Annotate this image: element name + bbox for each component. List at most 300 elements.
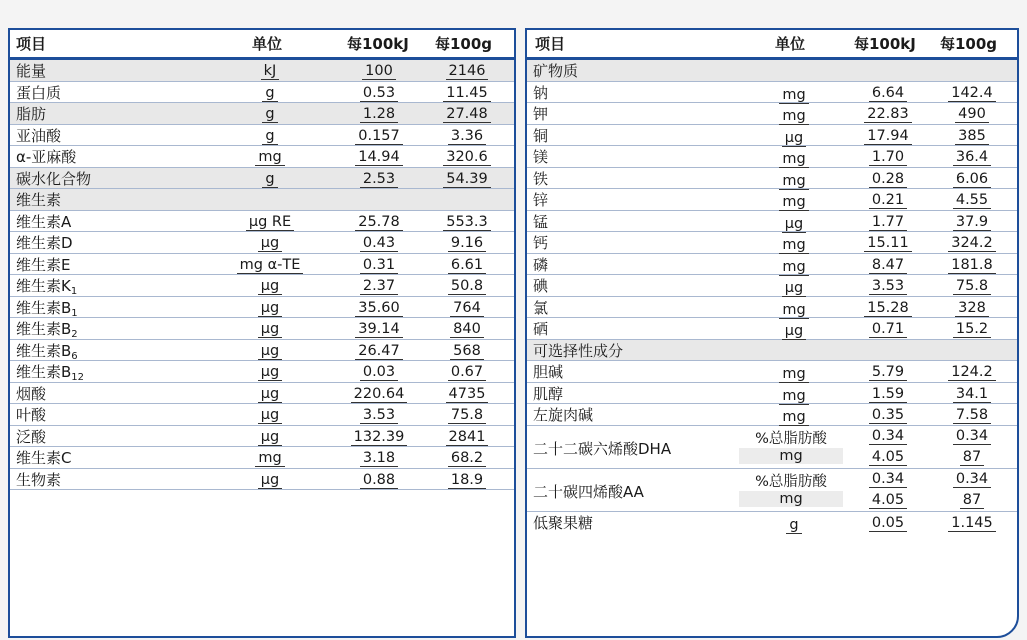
- unit-value: mg: [779, 259, 808, 276]
- unit-cell: [235, 449, 305, 467]
- per100kj-cell: [852, 363, 924, 381]
- header-per100g: 每100g: [940, 35, 998, 53]
- table-row: [527, 383, 1017, 405]
- nutrient-name: 叶酸: [16, 406, 47, 424]
- per100g-cell: [935, 191, 1009, 209]
- section-row: [527, 340, 1017, 362]
- nutrient-name: 维生素A: [16, 212, 72, 231]
- table-row: [10, 318, 514, 340]
- per100g-cell: [430, 363, 504, 381]
- per100g-value: 328: [955, 300, 989, 317]
- per100kj-cell: [852, 427, 924, 445]
- unit-cell: [235, 213, 305, 231]
- per100kj-cell: [852, 277, 924, 295]
- per100g-cell: [935, 320, 1009, 338]
- per100g-cell: [935, 277, 1009, 295]
- unit-value: mg: [779, 366, 808, 383]
- section-row: [527, 60, 1017, 82]
- per100kj-value: 0.71: [869, 321, 907, 338]
- unit-cell: [759, 172, 829, 190]
- per100kj-value: 0.21: [869, 192, 907, 209]
- per100g-cell: [935, 514, 1009, 532]
- per100kj-cell: [852, 127, 924, 145]
- per100kj-cell: [852, 213, 924, 231]
- per100g-value: 34.1: [953, 386, 991, 403]
- nutrient-name: 维生素B: [16, 363, 72, 381]
- table-row: [10, 275, 514, 297]
- table-row: [527, 232, 1017, 254]
- table-row: [10, 340, 514, 362]
- per100kj-value: 22.83: [864, 106, 912, 123]
- unit-cell: [759, 86, 829, 104]
- unit-value: g: [786, 517, 801, 534]
- per100g-cell: [430, 170, 504, 188]
- unit-cell: [759, 193, 829, 211]
- unit-cell: [759, 408, 829, 426]
- nutrient-name: 维生素B: [16, 341, 72, 360]
- unit-value: g: [262, 128, 277, 145]
- per100kj-cell: [344, 148, 414, 166]
- unit-value: μg: [258, 407, 282, 424]
- per100kj-value: 17.94: [864, 128, 912, 145]
- nutrient-name: 锌: [533, 191, 549, 209]
- table-row: [527, 254, 1017, 276]
- table-header: [10, 30, 514, 60]
- per100kj-value: 4.05: [869, 492, 907, 509]
- unit-cell: [235, 105, 305, 123]
- per100kj-value: 0.35: [869, 407, 907, 424]
- per100g-cell: [430, 148, 504, 166]
- unit-value: mg: [779, 237, 808, 254]
- per100g-cell: [430, 234, 504, 252]
- per100kj-value: 8.47: [869, 257, 907, 274]
- per100kj-value: 0.31: [360, 257, 398, 274]
- per100kj-cell: [852, 84, 924, 102]
- table-row: [527, 404, 1017, 426]
- per100g-value: 142.4: [948, 85, 996, 102]
- per100g-value: 840: [450, 321, 484, 338]
- per100kj-value: 2.53: [360, 171, 398, 188]
- nutrient-name: 碘: [533, 277, 549, 295]
- per100kj-cell: [344, 471, 414, 489]
- per100g-value: 4.55: [953, 192, 991, 209]
- per100g-value: 0.67: [448, 364, 486, 381]
- unit-value: μg: [258, 235, 282, 252]
- table-row: [10, 297, 514, 319]
- nutrient-name: 维生素D: [16, 234, 73, 252]
- per100g-value: 75.8: [448, 407, 486, 424]
- unit-value: μg: [258, 429, 282, 446]
- nutrient-name: 磷: [533, 255, 549, 274]
- per100kj-value: 39.14: [355, 321, 403, 338]
- unit-cell: [759, 150, 829, 168]
- per100kj-cell: [344, 428, 414, 446]
- nutrient-name: 氯: [533, 298, 549, 317]
- table-row: [10, 60, 514, 82]
- per100g-value: 54.39: [443, 171, 491, 188]
- per100g-value: 18.9: [448, 472, 486, 489]
- per100kj-value: 220.64: [351, 386, 408, 403]
- per100g-cell: [935, 213, 1009, 231]
- per100g-value: 324.2: [948, 235, 996, 252]
- per100g-value: 385: [955, 128, 989, 145]
- unit-value: mg: [779, 173, 808, 190]
- per100kj-cell: [344, 342, 414, 360]
- unit-value: kJ: [261, 63, 280, 80]
- table-row: [527, 146, 1017, 168]
- per100kj-cell: [344, 363, 414, 381]
- unit-cell: mg: [739, 448, 843, 464]
- table-row: [527, 512, 1017, 534]
- per100g-cell: [430, 62, 504, 80]
- nutrient-name: 肌醇: [533, 384, 564, 403]
- unit-cell: [759, 215, 829, 233]
- per100kj-cell: [344, 449, 414, 467]
- per100kj-cell: [852, 256, 924, 274]
- per100kj-cell: [852, 385, 924, 403]
- unit-value: mg: [779, 108, 808, 125]
- per100kj-cell: [852, 105, 924, 123]
- per100g-cell: [935, 170, 1009, 188]
- per100g-cell: [935, 84, 1009, 102]
- unit-cell: [759, 279, 829, 297]
- per100g-value: 75.8: [953, 278, 991, 295]
- table-row: [10, 103, 514, 125]
- per100g-value: 7.58: [953, 407, 991, 424]
- header-per100g: 每100g: [435, 35, 493, 53]
- right-table-body: [527, 60, 1017, 533]
- per100kj-cell: [852, 514, 924, 532]
- per100kj-value: 1.77: [869, 214, 907, 231]
- table-row: [10, 426, 514, 448]
- table-row: [10, 254, 514, 276]
- per100kj-value: 5.79: [869, 364, 907, 381]
- per100kj-value: 1.59: [869, 386, 907, 403]
- per100kj-cell: [344, 170, 414, 188]
- per100g-cell: [430, 406, 504, 424]
- header-unit: 单位: [252, 35, 283, 53]
- unit-value: μg: [782, 130, 806, 147]
- per100kj-value: 0.53: [360, 85, 398, 102]
- per100kj-cell: [344, 84, 414, 102]
- unit-value: μg: [782, 323, 806, 340]
- per100kj-value: 15.28: [864, 300, 912, 317]
- unit-cell: [235, 148, 305, 166]
- per100g-cell: [430, 84, 504, 102]
- header-per100kj: 每100kJ: [347, 35, 409, 53]
- per100kj-cell: [852, 170, 924, 188]
- per100g-cell: [430, 127, 504, 145]
- nutrient-name: 维生素B: [16, 320, 72, 338]
- left-table-body: [10, 60, 514, 490]
- per100g-cell: [935, 427, 1009, 445]
- nutrient-subscript: 2: [71, 329, 78, 340]
- nutrient-name: 蛋白质: [16, 83, 62, 102]
- per100g-cell: [935, 127, 1009, 145]
- per100kj-value: 0.88: [360, 472, 398, 489]
- nutrient-name: 能量: [16, 62, 47, 80]
- per100g-value: 27.48: [443, 106, 491, 123]
- per100g-value: 6.06: [953, 171, 991, 188]
- unit-cell: [235, 471, 305, 489]
- per100kj-cell: [852, 448, 924, 466]
- per100g-value: 181.8: [948, 257, 996, 274]
- unit-value: μg: [258, 364, 282, 381]
- per100g-value: 2841: [446, 429, 489, 446]
- nutrient-name: 维生素: [16, 191, 62, 209]
- nutrient-name: 烟酸: [16, 384, 47, 403]
- per100kj-value: 2.37: [360, 278, 398, 295]
- unit-cell: [235, 62, 305, 80]
- unit-value: μg: [782, 280, 806, 297]
- table-header: [527, 30, 1017, 60]
- unit-cell: [235, 277, 305, 295]
- per100kj-value: 0.34: [869, 428, 907, 445]
- nutrient-name: 生物素: [16, 470, 62, 489]
- unit-value: μg: [258, 386, 282, 403]
- unit-cell: [759, 236, 829, 254]
- per100kj-value: 6.64: [869, 85, 907, 102]
- per100kj-cell: [344, 256, 414, 274]
- unit-value: g: [262, 85, 277, 102]
- table-row: [527, 275, 1017, 297]
- left-nutrition-table: [8, 28, 516, 638]
- per100g-cell: [935, 470, 1009, 488]
- per100kj-value: 25.78: [355, 214, 403, 231]
- nutrient-name: 铜: [533, 126, 549, 145]
- table-row: [10, 146, 514, 168]
- per100kj-value: 0.05: [869, 515, 907, 532]
- table-row: [527, 211, 1017, 233]
- per100g-cell: [430, 449, 504, 467]
- unit-cell: [235, 406, 305, 424]
- unit-value: mg: [779, 151, 808, 168]
- section-row: [10, 189, 514, 211]
- per100kj-cell: [344, 385, 414, 403]
- per100kj-value: 26.47: [355, 343, 403, 360]
- per100kj-cell: [852, 320, 924, 338]
- per100g-cell: [430, 213, 504, 231]
- per100kj-cell: [852, 491, 924, 509]
- per100g-value: 15.2: [953, 321, 991, 338]
- per100g-value: 3.36: [448, 128, 486, 145]
- per100g-value: 764: [450, 300, 484, 317]
- unit-value: μg RE: [246, 214, 294, 231]
- per100g-value: 4735: [446, 386, 489, 403]
- table-row: [10, 447, 514, 469]
- nutrient-name: α-亚麻酸: [16, 148, 77, 166]
- nutrient-name: 泛酸: [16, 427, 47, 446]
- per100kj-cell: [852, 191, 924, 209]
- per100g-cell: [935, 491, 1009, 509]
- per100kj-value: 0.157: [355, 128, 403, 145]
- per100g-cell: [430, 299, 504, 317]
- per100g-value: 87: [960, 449, 984, 466]
- unit-value: g: [262, 106, 277, 123]
- per100kj-value: 14.94: [355, 149, 403, 166]
- fatty-acid-group: [527, 469, 1017, 512]
- per100g-value: 11.45: [443, 85, 491, 102]
- nutrient-name: 亚油酸: [16, 126, 62, 145]
- unit-value: g: [262, 171, 277, 188]
- table-row: [527, 189, 1017, 211]
- per100g-cell: [430, 385, 504, 403]
- per100kj-cell: [344, 320, 414, 338]
- nutrient-name: 低聚果糖: [533, 513, 594, 532]
- per100kj-value: 100: [362, 63, 396, 80]
- table-row: [527, 125, 1017, 147]
- per100kj-value: 0.03: [360, 364, 398, 381]
- nutrient-name: 维生素C: [16, 449, 72, 467]
- per100g-cell: [430, 471, 504, 489]
- per100kj-value: 3.53: [360, 407, 398, 424]
- per100kj-value: 0.28: [869, 171, 907, 188]
- per100kj-cell: [344, 299, 414, 317]
- per100g-cell: [935, 385, 1009, 403]
- nutrient-subscript: 6: [71, 350, 78, 362]
- unit-value: μg: [258, 472, 282, 489]
- per100kj-cell: [344, 105, 414, 123]
- unit-value: μg: [258, 278, 282, 295]
- header-item: 项目: [535, 35, 566, 53]
- group-subrow: [527, 426, 1017, 447]
- per100g-cell: [935, 363, 1009, 381]
- unit-cell: [759, 258, 829, 276]
- table-row: [10, 232, 514, 254]
- nutrient-name: 维生素B: [16, 298, 72, 317]
- group-subrow: [527, 447, 1017, 468]
- per100kj-value: 1.28: [360, 106, 398, 123]
- nutrient-name: 脂肪: [16, 105, 47, 123]
- per100g-value: 490: [955, 106, 989, 123]
- table-row: [10, 125, 514, 147]
- nutrient-name: 可选择性成分: [533, 341, 624, 360]
- unit-cell: %总脂肪酸: [755, 430, 827, 447]
- unit-value: mg: [779, 409, 808, 426]
- per100kj-value: 3.18: [360, 450, 398, 467]
- nutrient-name: 碳水化合物: [16, 169, 92, 188]
- table-row: [527, 168, 1017, 190]
- unit-value: mg: [779, 388, 808, 405]
- per100g-cell: [935, 105, 1009, 123]
- per100g-value: 553.3: [443, 214, 491, 231]
- per100kj-cell: [344, 234, 414, 252]
- unit-cell: [759, 322, 829, 340]
- unit-cell: %总脂肪酸: [755, 473, 827, 490]
- unit-cell: [235, 342, 305, 360]
- unit-cell: [235, 234, 305, 252]
- table-row: [527, 361, 1017, 383]
- unit-cell: [759, 387, 829, 405]
- per100g-value: 124.2: [948, 364, 996, 381]
- unit-cell: [235, 363, 305, 381]
- per100g-value: 0.34: [953, 471, 991, 488]
- nutrient-name: 镁: [533, 148, 549, 166]
- per100g-cell: [935, 406, 1009, 424]
- per100kj-cell: [852, 406, 924, 424]
- unit-cell: [235, 170, 305, 188]
- per100g-value: 320.6: [443, 149, 491, 166]
- per100kj-cell: [344, 277, 414, 295]
- table-row: [527, 103, 1017, 125]
- per100g-value: 37.9: [953, 214, 991, 231]
- per100kj-cell: [344, 406, 414, 424]
- group-subrow: [527, 469, 1017, 490]
- unit-cell: [235, 428, 305, 446]
- unit-cell: [235, 127, 305, 145]
- per100kj-cell: [852, 299, 924, 317]
- group-subrow: [527, 490, 1017, 511]
- unit-value: μg: [258, 343, 282, 360]
- nutrient-name: 钾: [533, 105, 549, 123]
- per100kj-value: 4.05: [869, 449, 907, 466]
- unit-value: mg α-TE: [237, 257, 304, 274]
- unit-cell: [759, 129, 829, 147]
- nutrient-name: 铁: [533, 169, 549, 188]
- per100g-cell: [935, 256, 1009, 274]
- table-row: [527, 297, 1017, 319]
- per100g-value: 9.16: [448, 235, 486, 252]
- table-row: [10, 361, 514, 383]
- table-row: [10, 168, 514, 190]
- group-name: 二十二碳六烯酸DHA: [533, 439, 672, 458]
- unit-cell: [235, 299, 305, 317]
- per100kj-value: 1.70: [869, 149, 907, 166]
- unit-cell: [759, 301, 829, 319]
- unit-cell: [235, 84, 305, 102]
- nutrient-name: 胆碱: [533, 363, 564, 381]
- per100g-cell: [430, 342, 504, 360]
- per100g-cell: [935, 148, 1009, 166]
- per100g-value: 2146: [446, 63, 489, 80]
- nutrient-name: 钠: [533, 83, 549, 102]
- per100kj-cell: [344, 62, 414, 80]
- nutrient-subscript: 12: [71, 372, 85, 383]
- unit-cell: mg: [739, 491, 843, 507]
- per100g-cell: [430, 277, 504, 295]
- table-row: [10, 211, 514, 233]
- table-row: [10, 404, 514, 426]
- nutrient-name: 矿物质: [533, 62, 579, 80]
- per100g-value: 68.2: [448, 450, 486, 467]
- table-row: [10, 469, 514, 491]
- per100kj-value: 35.60: [355, 300, 403, 317]
- per100kj-value: 0.43: [360, 235, 398, 252]
- nutrient-name: 维生素K: [16, 277, 71, 295]
- unit-cell: [759, 365, 829, 383]
- table-row: [10, 383, 514, 405]
- unit-cell: [235, 256, 305, 274]
- per100g-cell: [430, 105, 504, 123]
- per100g-cell: [430, 320, 504, 338]
- per100kj-value: 132.39: [351, 429, 408, 446]
- unit-value: μg: [258, 321, 282, 338]
- per100kj-cell: [344, 127, 414, 145]
- per100g-value: 87: [960, 492, 984, 509]
- nutrient-name: 锰: [533, 212, 549, 231]
- unit-value: mg: [779, 302, 808, 319]
- per100g-value: 1.145: [948, 515, 996, 532]
- unit-value: μg: [782, 216, 806, 233]
- nutrient-subscript: 1: [71, 307, 78, 319]
- unit-value: μg: [258, 300, 282, 317]
- unit-cell: [759, 107, 829, 125]
- per100kj-cell: [344, 213, 414, 231]
- per100kj-value: 15.11: [864, 235, 912, 252]
- per100g-value: 36.4: [953, 149, 991, 166]
- per100kj-value: 3.53: [869, 278, 907, 295]
- per100g-value: 568: [450, 343, 484, 360]
